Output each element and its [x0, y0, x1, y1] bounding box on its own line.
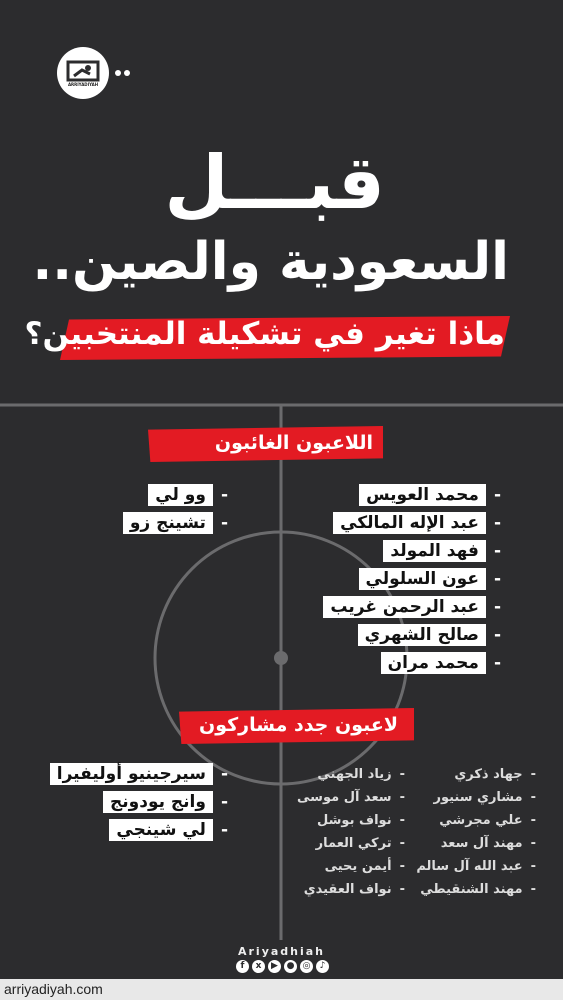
- player-name: تركي العمار: [315, 836, 392, 851]
- new-china-player: [103, 791, 228, 813]
- new-saudi-player: [317, 813, 405, 828]
- list-dash: -: [399, 882, 405, 897]
- player-name: نواف بوشل: [317, 813, 392, 828]
- player-name: محمد العويس: [359, 484, 486, 506]
- player-name: مهند آل سعد: [440, 836, 523, 851]
- new-saudi-player: [439, 813, 536, 828]
- new-saudi-player: [317, 767, 405, 782]
- new-china-player: [109, 819, 228, 841]
- new-saudi-player: [316, 836, 405, 851]
- new-saudi-player: [304, 882, 405, 897]
- absent-saudi-player: [383, 540, 501, 562]
- title-line1: قبـــل: [164, 140, 385, 226]
- list-dash: -: [530, 767, 536, 782]
- list-dash: -: [493, 625, 501, 645]
- tiktok-icon[interactable]: ♪: [316, 960, 329, 973]
- new-saudi-player: [416, 859, 536, 874]
- logo-text: ARRIYADIYAH: [67, 81, 99, 87]
- list-dash: -: [399, 859, 405, 874]
- instagram-icon[interactable]: ◎: [300, 960, 313, 973]
- list-dash: -: [220, 485, 228, 505]
- title-line2: السعودية والصين..: [32, 232, 509, 292]
- player-name: وانج يودونج: [103, 791, 213, 813]
- list-dash: -: [530, 790, 536, 805]
- new-saudi-player: [454, 767, 536, 782]
- logo: [57, 47, 130, 99]
- ariyadiyah-logo-icon: [57, 47, 109, 99]
- new-saudi-player: [420, 882, 536, 897]
- list-dash: -: [399, 767, 405, 782]
- absent-saudi-player: [333, 512, 501, 534]
- absent-china-player: [148, 484, 228, 506]
- list-dash: -: [493, 541, 501, 561]
- player-name: سعد آل موسى: [297, 790, 392, 805]
- player-name: عبد الله آل سالم: [416, 859, 523, 874]
- subtitle: ماذا تغير في تشكيلة المنتخبين؟: [24, 316, 505, 352]
- list-dash: -: [399, 813, 405, 828]
- list-dash: -: [220, 792, 228, 812]
- list-dash: -: [493, 513, 501, 533]
- absent-china-player: [123, 512, 228, 534]
- player-name: سيرجينيو أوليفيرا: [50, 763, 213, 785]
- new-china-player: [50, 763, 228, 785]
- list-dash: -: [220, 764, 228, 784]
- list-dash: -: [493, 485, 501, 505]
- absent-saudi-player: [359, 568, 501, 590]
- absent-saudi-player: [358, 624, 501, 646]
- youtube-icon[interactable]: ▶: [268, 960, 281, 973]
- player-name: مهند الشنقيطي: [420, 882, 523, 897]
- player-name: فهد المولد: [383, 540, 486, 562]
- new-saudi-player: [433, 790, 536, 805]
- player-name: محمد مران: [381, 652, 486, 674]
- list-dash: -: [493, 597, 501, 617]
- x-icon[interactable]: x: [252, 960, 265, 973]
- absent-saudi-player: [381, 652, 501, 674]
- new-saudi-player: [325, 859, 405, 874]
- site-url[interactable]: arriyadiyah.com: [4, 981, 103, 997]
- player-name: علي مجرشي: [439, 813, 523, 828]
- absent-saudi-player: [359, 484, 501, 506]
- list-dash: -: [530, 859, 536, 874]
- logo-dots: [115, 70, 130, 76]
- list-dash: -: [399, 790, 405, 805]
- player-name: زياد الجهني: [317, 767, 392, 782]
- player-name: وو لي: [148, 484, 213, 506]
- list-dash: -: [493, 569, 501, 589]
- player-name: أيمن يحيى: [324, 859, 392, 874]
- social-icons: [236, 960, 329, 973]
- snapchat-icon[interactable]: ●: [284, 960, 297, 973]
- player-name: جهاد ذكري: [454, 767, 523, 782]
- player-name: تشينج زو: [123, 512, 213, 534]
- footer-brand: Ariyadhiah: [237, 945, 326, 958]
- list-dash: -: [530, 836, 536, 851]
- player-name: نواف العقيدي: [303, 882, 392, 897]
- player-name: مشاري سنيور: [433, 790, 523, 805]
- list-dash: -: [220, 513, 228, 533]
- new-label: لاعبون جدد مشاركون: [198, 714, 398, 736]
- list-dash: -: [399, 836, 405, 851]
- absent-saudi-player: [323, 596, 501, 618]
- new-saudi-player: [441, 836, 536, 851]
- list-dash: -: [530, 882, 536, 897]
- player-name: عبد الإله المالكي: [333, 512, 486, 534]
- player-name: لي شينجي: [109, 819, 213, 841]
- list-dash: -: [220, 820, 228, 840]
- list-dash: -: [530, 813, 536, 828]
- player-name: عون السلولي: [359, 568, 486, 590]
- facebook-icon[interactable]: f: [236, 960, 249, 973]
- player-name: صالح الشهري: [358, 624, 486, 646]
- new-saudi-player: [297, 790, 405, 805]
- player-name: عبد الرحمن غريب: [323, 596, 486, 618]
- absent-label: اللاعبون الغائبون: [214, 432, 373, 454]
- list-dash: -: [493, 653, 501, 673]
